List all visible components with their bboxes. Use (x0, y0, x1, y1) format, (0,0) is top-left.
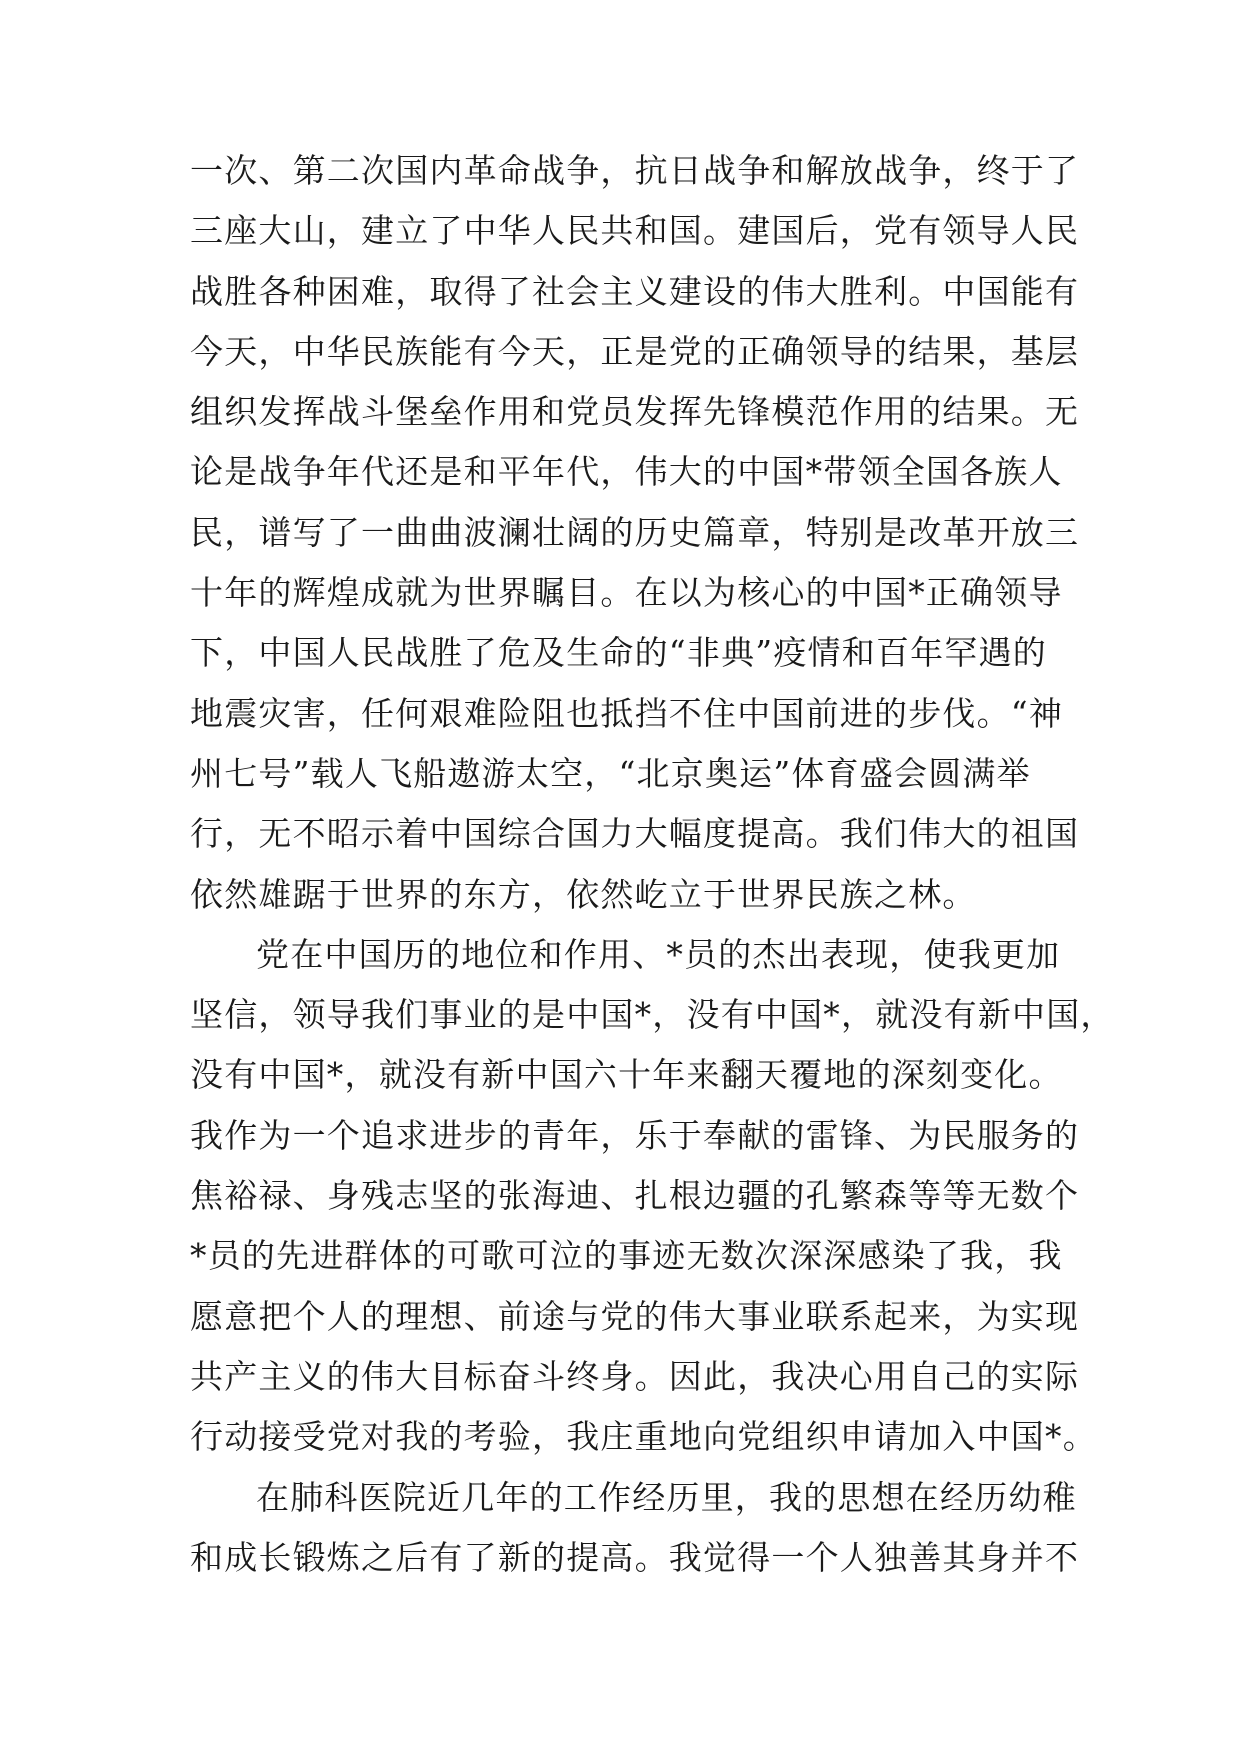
text-line: 地震灾害，任何艰难险阻也抵挡不住中国前进的步伐。“神 (190, 693, 1064, 733)
text-line: 共产主义的伟大目标奋斗终身。因此，我决心用自己的实际 (190, 1356, 1080, 1396)
body-text (190, 141, 1115, 1588)
text-line: 今天，中华民族能有今天，正是党的正确领导的结果，基层 (190, 331, 1080, 371)
text-line: 和成长锻炼之后有了新的提高。我觉得一个人独善其身并不 (190, 1537, 1080, 1577)
text-line: 党在中国历的地位和作用、*员的杰出表现，使我更加 (256, 934, 1061, 974)
text-line: 在肺科医院近几年的工作经历里，我的思想在经历幼稚 (256, 1477, 1077, 1517)
text-line: 民，谱写了一曲曲波澜壮阔的历史篇章，特别是改革开放三 (190, 512, 1080, 552)
text-line: 论是战争年代还是和平年代，伟大的中国*带领全国各族人 (190, 452, 1063, 492)
text-line: 下，中国人民战胜了危及生命的“非典”疫情和百年罕遇的 (190, 633, 1047, 673)
text-line: *员的先进群体的可歌可泣的事迹无数次深深感染了我，我 (190, 1236, 1063, 1276)
text-line: 焦裕禄、身残志坚的张海迪、扎根边疆的孔繁森等等无数个 (190, 1176, 1080, 1216)
text-line: 没有中国*，就没有新中国六十年来翻天覆地的深刻变化。 (190, 1055, 1063, 1095)
text-line: 战胜各种困难，取得了社会主义建设的伟大胜利。中国能有 (190, 271, 1080, 311)
text-line: 一次、第二次国内革命战争，抗日战争和解放战争，终于了 (190, 151, 1080, 190)
text-line: 组织发挥战斗堡垒作用和党员发挥先锋模范作用的结果。无 (190, 392, 1080, 432)
text-line: 依然雄踞于世界的东方，依然屹立于世界民族之林。 (190, 874, 977, 914)
text-line: 州七号”载人飞船遨游太空，“北京奥运”体育盛会圆满举 (190, 753, 1031, 793)
text-line: 行动接受党对我的考验，我庄重地向党组织申请加入中国*。 (190, 1417, 1097, 1457)
text-line: 愿意把个人的理想、前途与党的伟大事业联系起来，为实现 (190, 1296, 1080, 1336)
text-line: 三座大山，建立了中华人民共和国。建国后，党有领导人民 (190, 211, 1080, 251)
text-line: 行，无不昭示着中国综合国力大幅度提高。我们伟大的祖国 (190, 814, 1080, 854)
text-line: 我作为一个追求进步的青年，乐于奉献的雷锋、为民服务的 (190, 1115, 1080, 1155)
text-line: 十年的辉煌成就为世界瞩目。在以为核心的中国*正确领导 (190, 573, 1063, 613)
text-line: 坚信，领导我们事业的是中国*，没有中国*，就没有新中国， (190, 995, 1115, 1035)
